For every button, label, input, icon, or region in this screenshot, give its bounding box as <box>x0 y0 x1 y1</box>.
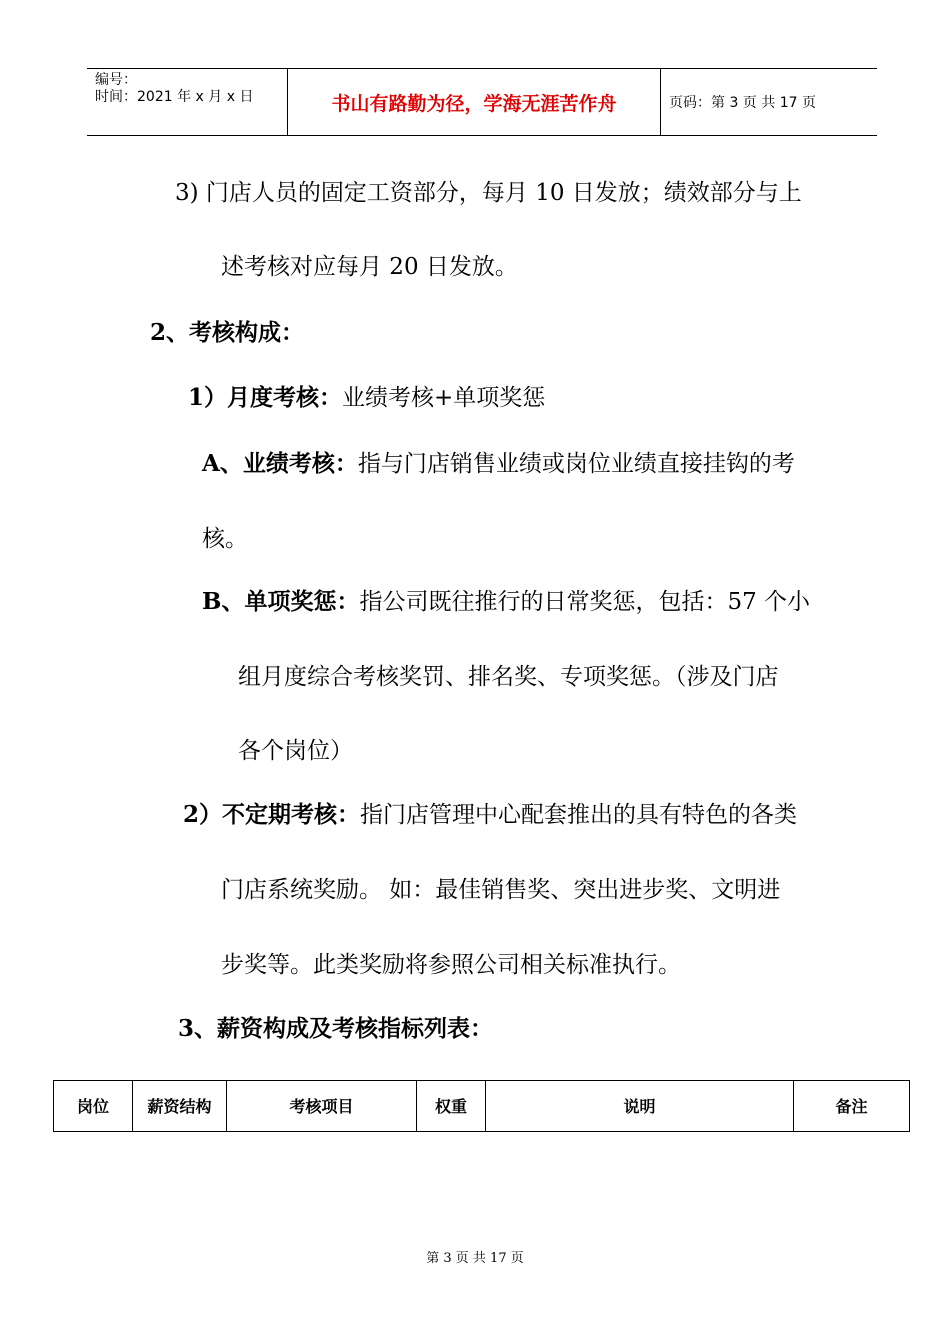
time-label: 时间：2021 年 x 月 x 日 <box>95 89 254 105</box>
monthly-assessment-title: 1）月度考核： <box>188 384 343 411</box>
col-weight: 权重 <box>417 1081 486 1132</box>
col-salary-structure: 薪资结构 <box>133 1081 227 1132</box>
section-heading-3: 3、薪资构成及考核指标列表： <box>178 1015 494 1042</box>
salary-table <box>53 1080 910 1132</box>
irregular-assessment-line3: 步奖等。此类奖励将参照公司相关标准执行。 <box>221 952 681 978</box>
table-header-row <box>54 1081 910 1132</box>
section-heading-2: 2、考核构成： <box>150 319 305 346</box>
header-meta <box>87 69 288 135</box>
irregular-assessment-line2: 门店系统奖励。 如：最佳销售奖、突出进步奖、文明进 <box>221 877 781 903</box>
single-reward-line1 <box>202 587 810 617</box>
irregular-assessment-line1 <box>183 800 797 830</box>
col-position: 岗位 <box>54 1081 133 1132</box>
single-reward-text: 指公司既往推行的日常奖惩，包括：57 个小 <box>359 589 811 615</box>
col-assessment-item: 考核项目 <box>227 1081 417 1132</box>
col-description: 说明 <box>486 1081 794 1132</box>
monthly-assessment <box>188 383 545 413</box>
para-3-line1: 3) 门店人员的固定工资部分，每月 10 日发放；绩效部分与上 <box>175 180 802 206</box>
performance-assessment-line1 <box>202 449 795 479</box>
header-motto: 书山有路勤为径，学海无涯苦作舟 <box>288 69 661 135</box>
irregular-assessment-text: 指门店管理中心配套推出的具有特色的各类 <box>360 802 798 828</box>
para-3-line2: 述考核对应每月 20 日发放。 <box>221 254 518 280</box>
number-label: 编号： <box>95 72 137 88</box>
performance-assessment-text: 指与门店销售业绩或岗位业绩直接挂钩的考 <box>357 451 795 477</box>
single-reward-line2: 组月度综合考核奖罚、排名奖、专项奖惩。（涉及门店 <box>238 664 779 690</box>
single-reward-title: B、单项奖惩： <box>202 588 360 615</box>
page-header <box>87 68 877 136</box>
irregular-assessment-title: 2）不定期考核： <box>183 801 361 828</box>
performance-assessment-title: A、业绩考核： <box>202 450 358 477</box>
monthly-assessment-text: 业绩考核+单项奖惩 <box>342 385 546 411</box>
header-page-code: 页码：第 3 页 共 17 页 <box>669 95 816 111</box>
page-footer: 第 3 页 共 17 页 <box>426 1251 524 1266</box>
col-remarks: 备注 <box>794 1081 910 1132</box>
single-reward-line3: 各个岗位） <box>238 738 353 764</box>
performance-assessment-line2: 核。 <box>202 526 248 552</box>
